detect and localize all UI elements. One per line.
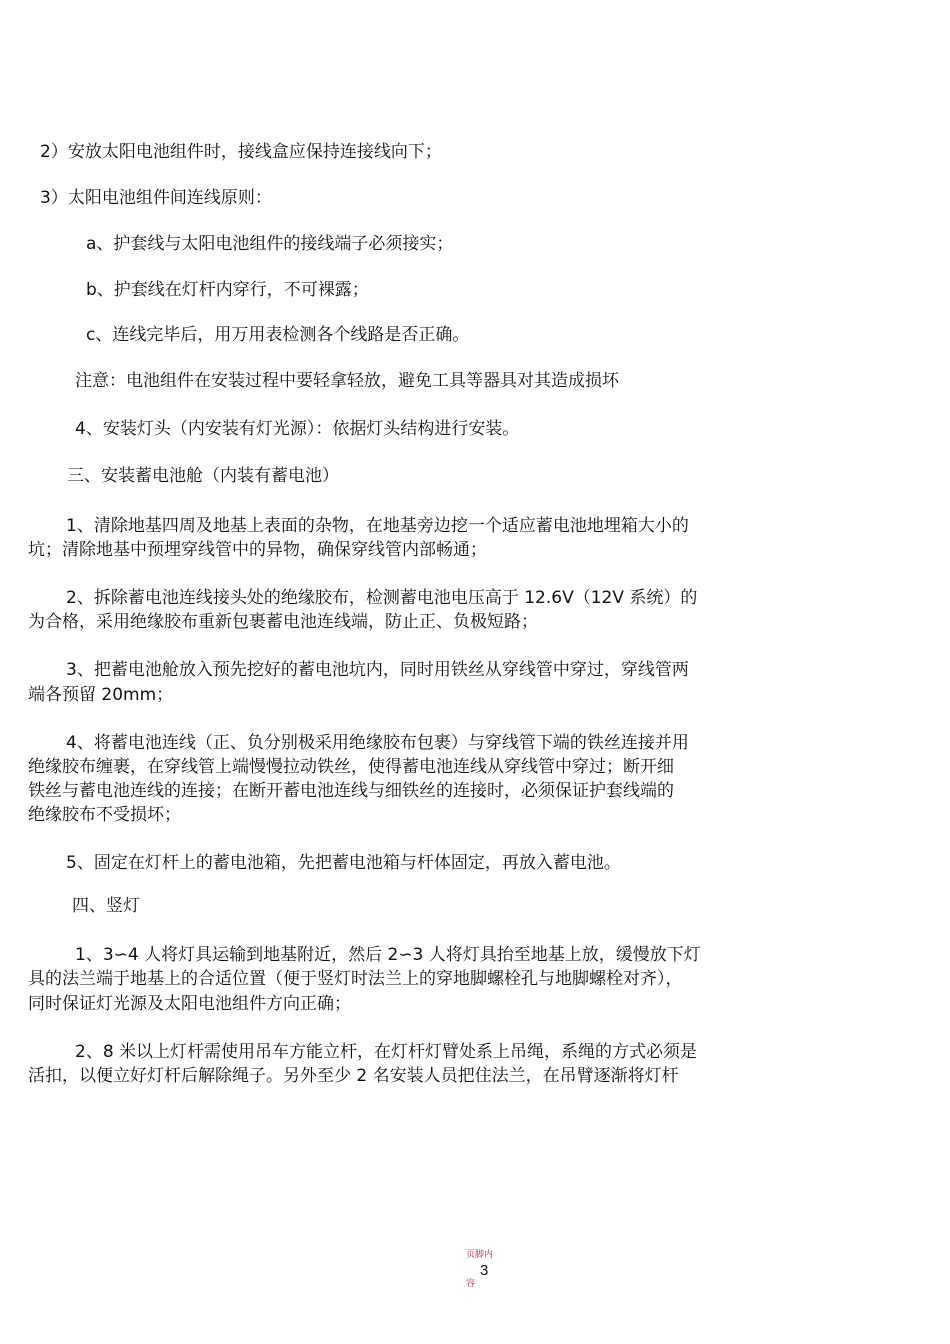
text-line: c、连线完毕后，用万用表检测各个线路是否正确。 <box>86 325 470 345</box>
text-line: a、护套线与太阳电池组件的接线端子必须接实； <box>86 234 454 254</box>
text-line: 4、将蓄电池连线（正、负分别极采用绝缘胶布包裹）与穿线管下端的铁丝连接并用 <box>66 733 689 753</box>
text-line: 注意：电池组件在安装过程中要轻拿轻放，避免工具等器具对其造成损坏 <box>75 371 619 391</box>
text-line: 2、8 米以上灯杆需使用吊车方能立杆，在灯杆灯臂处系上吊绳，系绳的方式必须是 <box>75 1042 698 1062</box>
text-line: 1、清除地基四周及地基上表面的杂物，在地基旁边挖一个适应蓄电池地埋箱大小的 <box>66 516 689 536</box>
text-line: 坑；清除地基中预埋穿线管中的异物，确保穿线管内部畅通； <box>28 540 487 560</box>
text-line: 3）太阳电池组件间连线原则： <box>40 188 272 208</box>
text-line: 活扣，以便立好灯杆后解除绳子。另外至少 2 名安装人员把住法兰，在吊臂逐渐将灯杆 <box>28 1066 679 1086</box>
text-line: 5、固定在灯杆上的蓄电池箱，先把蓄电池箱与杆体固定，再放入蓄电池。 <box>66 853 621 873</box>
footer-label-top: 页脚内 <box>466 1250 494 1260</box>
text-line: 铁丝与蓄电池连线的连接；在断开蓄电池连线与细铁丝的连接时，必须保证护套线端的 <box>28 781 674 801</box>
footer-label-bottom: 容 <box>466 1279 476 1289</box>
text-line: 具的法兰端于地基上的合适位置（便于竖灯时法兰上的穿地脚螺栓孔与地脚螺栓对齐）， <box>28 969 683 989</box>
section-heading: 三、安装蓄电池舱（内装有蓄电池） <box>67 466 339 486</box>
text-line: 绝缘胶布不受损坏； <box>28 805 181 825</box>
text-line: 4、安装灯头（内安装有灯光源）：依据灯头结构进行安装。 <box>75 419 520 439</box>
text-line: 3、把蓄电池舱放入预先挖好的蓄电池坑内，同时用铁丝从穿线管中穿过，穿线管两 <box>66 660 689 680</box>
page-number: 3 <box>480 1262 489 1279</box>
text-line: 2、拆除蓄电池连线接头处的绝缘胶布，检测蓄电池电压高于 12.6V（12V 系统）的 <box>66 588 698 608</box>
text-line: 1、3∽4 人将灯具运输到地基附近，然后 2∽3 人将灯具抬至地基上放，缓慢放下灯 <box>75 945 701 965</box>
section-heading: 四、竖灯 <box>72 896 140 916</box>
text-line: 绝缘胶布缠裹，在穿线管上端慢慢拉动铁丝，使得蓄电池连线从穿线管中穿过；断开细 <box>28 757 674 777</box>
text-line: 2）安放太阳电池组件时，接线盒应保持连接线向下； <box>40 142 442 162</box>
text-line: b、护套线在灯杆内穿行，不可裸露； <box>86 280 369 300</box>
text-line: 为合格，采用绝缘胶布重新包裹蓄电池连线端，防止正、负极短路； <box>28 612 538 632</box>
text-line: 端各预留 20mm； <box>28 685 174 705</box>
text-line: 同时保证灯光源及太阳电池组件方向正确； <box>28 994 351 1014</box>
